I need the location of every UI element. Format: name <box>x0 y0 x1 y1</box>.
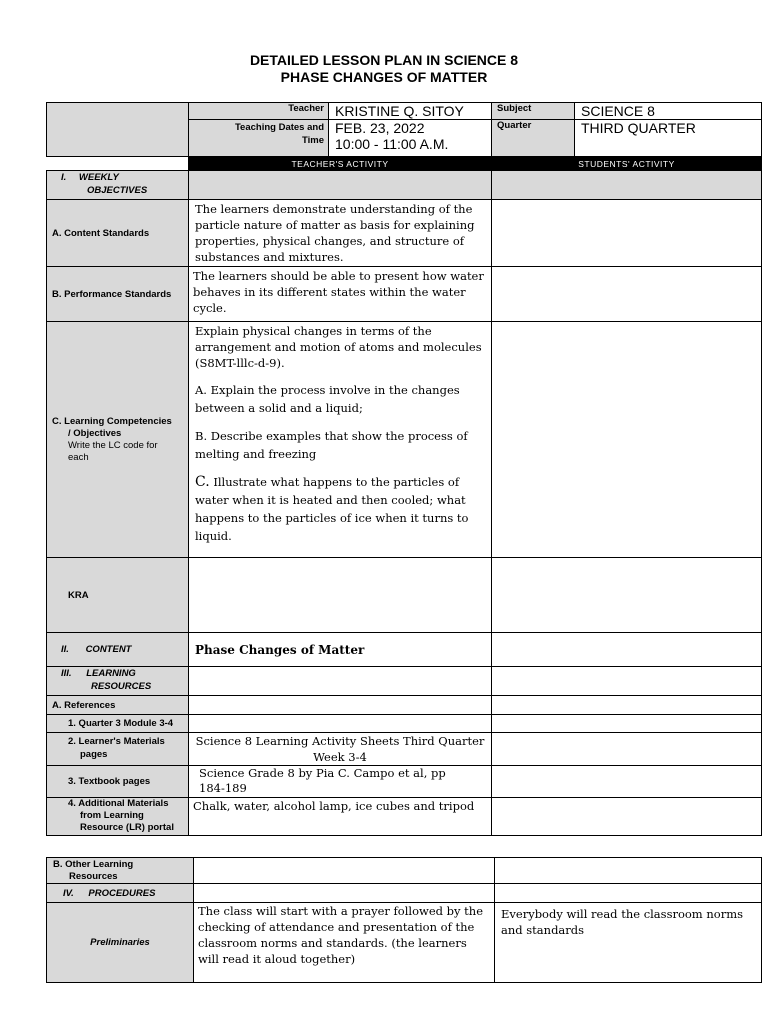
kra-label: KRA <box>47 558 189 633</box>
objectives-label: WEEKLY <box>78 172 119 183</box>
references-label: A. References <box>47 696 189 715</box>
ref1-label: 1. Quarter 3 Module 3-4 <box>47 715 189 733</box>
teacher-label: Teacher <box>189 103 329 120</box>
content-standards-text: The learners demonstrate understanding of the particle nature of matter as basis for explaining properties, physical changes, and structure of substances and mixtures. <box>189 200 492 267</box>
procedures-num: IV. <box>63 887 74 899</box>
ref4-label-2: from Learning <box>80 810 144 821</box>
content-value: Phase Changes of Matter <box>189 633 492 667</box>
resources-label-2: RESOURCES <box>91 681 152 692</box>
competencies-label: C. Learning Competencies <box>52 415 172 427</box>
header-blank <box>47 103 189 157</box>
lesson-plan-table <box>46 102 762 836</box>
ref4-value: Chalk, water, alcohol lamp, ice cubes and tripod <box>189 798 492 836</box>
objectives-label-2: OBJECTIVES <box>87 185 148 196</box>
objectives-num: I. <box>61 172 67 183</box>
ref4-label: 4. Additional Materials <box>68 798 169 809</box>
subject-value: SCIENCE 8 <box>575 103 762 120</box>
content-label: CONTENT <box>85 644 132 655</box>
procedures-table <box>46 857 762 983</box>
competency-c: C. Illustrate what happens to the particles of water when it is heated and then cooled; what happens to the particles of ice when it turns to liquid. <box>195 474 469 543</box>
competencies-note: Write the LC code for <box>68 439 158 451</box>
teachers-activity-header: TEACHER'S ACTIVITY <box>189 157 492 171</box>
teacher-value: KRISTINE Q. SITOY <box>329 103 492 120</box>
competencies-label-2: / Objectives <box>68 427 122 439</box>
performance-standards-text: The learners should be able to present how water behaves in its different states within the water cycle. <box>189 267 492 322</box>
quarter-value: THIRD QUARTER <box>575 120 762 157</box>
preliminaries-student-text: Everybody will read the classroom norms and standards <box>495 903 762 983</box>
subject-label: Subject <box>492 103 575 120</box>
students-activity-header: STUDENTS' ACTIVITY <box>492 157 762 171</box>
ref4-label-3: Resource (LR) portal <box>80 822 174 833</box>
dates-value: FEB. 23, 2022 <box>335 120 425 136</box>
time-value: 10:00 - 11:00 A.M. <box>335 136 449 152</box>
competencies-note-2: each <box>68 451 89 463</box>
competencies-intro: Explain physical changes in terms of the arrangement and motion of atoms and molecules (S8MT-lllc-d-9). <box>195 324 482 370</box>
ref2-label-2: pages <box>80 749 108 760</box>
procedures-label: PROCEDURES <box>88 887 156 899</box>
resources-num: III. <box>61 668 72 679</box>
doc-subtitle: PHASE CHANGES OF MATTER <box>280 69 488 85</box>
dates-label: Teaching Dates and <box>234 122 324 133</box>
quarter-label: Quarter <box>492 120 575 157</box>
ref3-label: 3. Textbook pages <box>47 766 189 798</box>
content-standards-label: A. Content Standards <box>47 200 189 267</box>
doc-title: DETAILED LESSON PLAN IN SCIENCE 8 <box>249 52 519 68</box>
time-label: Time <box>301 135 324 146</box>
ref2-value: Science 8 Learning Activity Sheets Third Quarter Week 3-4 <box>189 733 492 766</box>
competency-b: B. Describe examples that show the process of melting and freezing <box>195 429 468 461</box>
other-resources-label: B. Other Learning <box>53 859 134 870</box>
ref3-value: Science Grade 8 by Pia C. Campo et al, pp 184-189 <box>189 766 492 798</box>
other-resources-label-2: Resources <box>69 871 118 882</box>
performance-standards-label: B. Performance Standards <box>47 267 189 322</box>
content-num: II. <box>61 644 69 655</box>
preliminaries-teacher-text: The class will start with a prayer followed by the checking of attendance and presentation of the classroom norms and standards. (the learners will read it aloud together) <box>194 903 495 983</box>
ref2-label: 2. Learner's Materials <box>68 736 165 747</box>
preliminaries-label: Preliminaries <box>47 903 194 983</box>
competency-a: A. Explain the process involve in the changes between a solid and a liquid; <box>195 383 460 415</box>
resources-label: LEARNING <box>86 668 136 679</box>
